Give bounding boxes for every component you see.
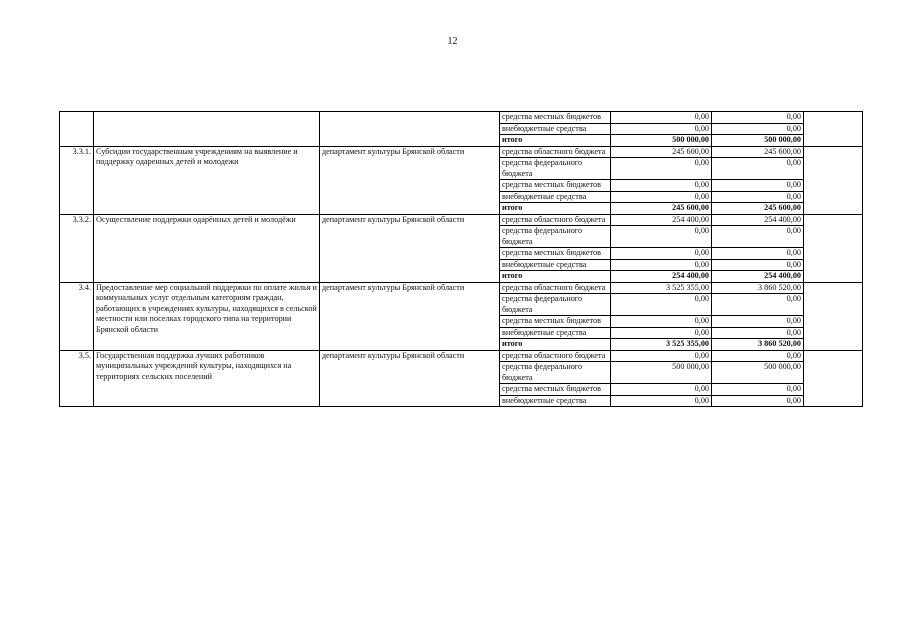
amount-cell-1: 254 400,00 xyxy=(611,271,712,283)
funding-source-cell: внебюджетные средства xyxy=(500,123,611,135)
amount-cell-2: 0,00 xyxy=(712,180,804,192)
amount-cell-2: 3 860 520,00 xyxy=(712,282,804,294)
funding-source-cell: средства местных бюджетов xyxy=(500,316,611,328)
amount-cell-1: 0,00 xyxy=(611,180,712,192)
index-cell: 3.3.2. xyxy=(60,214,94,282)
funding-source-cell: итого xyxy=(500,203,611,215)
amount-cell-1: 0,00 xyxy=(611,395,712,407)
amount-cell-1: 0,00 xyxy=(611,316,712,328)
amount-cell-2: 0,00 xyxy=(712,112,804,124)
extra-cell xyxy=(804,282,863,350)
amount-cell-2: 0,00 xyxy=(712,327,804,339)
executor-cell: департамент культуры Брянской области xyxy=(320,282,500,350)
table-row xyxy=(60,350,863,362)
amount-cell-1: 245 600,00 xyxy=(611,146,712,158)
extra-cell xyxy=(804,214,863,282)
amount-cell-2: 500 000,00 xyxy=(712,135,804,147)
extra-cell xyxy=(804,350,863,407)
table-row xyxy=(60,214,863,226)
amount-cell-2: 0,00 xyxy=(712,248,804,260)
funding-source-cell: итого xyxy=(500,339,611,351)
table-row xyxy=(60,146,863,158)
extra-cell xyxy=(804,112,863,147)
table-row xyxy=(60,112,863,124)
table-row xyxy=(60,282,863,294)
executor-cell: департамент культуры Брянской области xyxy=(320,350,500,407)
amount-cell-1: 0,00 xyxy=(611,384,712,396)
amount-cell-1: 0,00 xyxy=(611,112,712,124)
funding-source-cell: средства областного бюджета xyxy=(500,282,611,294)
amount-cell-1: 500 000,00 xyxy=(611,362,712,384)
funding-source-cell: внебюджетные средства xyxy=(500,191,611,203)
amount-cell-2: 0,00 xyxy=(712,191,804,203)
funding-source-cell: средства федерального бюджета xyxy=(500,294,611,316)
index-cell xyxy=(60,112,94,147)
amount-cell-1: 0,00 xyxy=(611,327,712,339)
amount-cell-1: 0,00 xyxy=(611,158,712,180)
measure-name-cell: Государственная поддержка лучших работников муниципальных учреждений культуры, находящихся на территориях сельских поселений xyxy=(94,350,320,407)
amount-cell-2: 0,00 xyxy=(712,226,804,248)
amount-cell-2: 0,00 xyxy=(712,350,804,362)
executor-cell: департамент культуры Брянской области xyxy=(320,146,500,214)
amount-cell-1: 245 600,00 xyxy=(611,203,712,215)
amount-cell-1: 0,00 xyxy=(611,123,712,135)
measure-name-cell: Осуществление поддержки одарённых детей и молодёжи xyxy=(94,214,320,282)
funding-source-cell: средства местных бюджетов xyxy=(500,384,611,396)
funding-source-cell: средства местных бюджетов xyxy=(500,112,611,124)
funding-source-cell: внебюджетные средства xyxy=(500,395,611,407)
amount-cell-2: 245 600,00 xyxy=(712,203,804,215)
measure-name-cell xyxy=(94,112,320,147)
amount-cell-1: 0,00 xyxy=(611,294,712,316)
funding-source-cell: внебюджетные средства xyxy=(500,327,611,339)
amount-cell-2: 0,00 xyxy=(712,395,804,407)
funding-source-cell: средства областного бюджета xyxy=(500,146,611,158)
amount-cell-2: 0,00 xyxy=(712,123,804,135)
amount-cell-2: 0,00 xyxy=(712,294,804,316)
extra-cell xyxy=(804,146,863,214)
amount-cell-1: 0,00 xyxy=(611,191,712,203)
funding-source-cell: средства областного бюджета xyxy=(500,350,611,362)
amount-cell-1: 3 525 355,00 xyxy=(611,339,712,351)
funding-source-cell: средства федерального бюджета xyxy=(500,226,611,248)
index-cell: 3.3.1. xyxy=(60,146,94,214)
amount-cell-2: 0,00 xyxy=(712,384,804,396)
amount-cell-2: 254 400,00 xyxy=(712,214,804,226)
measure-name-cell: Предоставление мер социальной поддержки по оплате жилья и коммунальных услуг отдельным категориям граждан, работающих в учреждениях культуры, находящихся в сельской местности или поселках городского типа на территории Брянской области xyxy=(94,282,320,350)
amount-cell-1: 0,00 xyxy=(611,259,712,271)
amount-cell-2: 3 860 520,00 xyxy=(712,339,804,351)
amount-cell-2: 254 400,00 xyxy=(712,271,804,283)
funding-source-cell: итого xyxy=(500,135,611,147)
index-cell: 3.4. xyxy=(60,282,94,350)
funding-source-cell: средства областного бюджета xyxy=(500,214,611,226)
executor-cell xyxy=(320,112,500,147)
amount-cell-1: 3 525 355,00 xyxy=(611,282,712,294)
page-number: 12 xyxy=(447,36,458,47)
budget-table xyxy=(59,111,863,407)
amount-cell-1: 254 400,00 xyxy=(611,214,712,226)
funding-source-cell: итого xyxy=(500,271,611,283)
amount-cell-2: 245 600,00 xyxy=(712,146,804,158)
amount-cell-1: 0,00 xyxy=(611,226,712,248)
funding-source-cell: средства местных бюджетов xyxy=(500,248,611,260)
amount-cell-2: 0,00 xyxy=(712,259,804,271)
amount-cell-1: 500 000,00 xyxy=(611,135,712,147)
executor-cell: департамент культуры Брянской области xyxy=(320,214,500,282)
funding-source-cell: средства федерального бюджета xyxy=(500,362,611,384)
funding-source-cell: средства федерального бюджета xyxy=(500,158,611,180)
measure-name-cell: Субсидии государственным учреждениям на выявление и поддержку одаренных детей и молодежи xyxy=(94,146,320,214)
amount-cell-1: 0,00 xyxy=(611,248,712,260)
amount-cell-2: 0,00 xyxy=(712,316,804,328)
funding-source-cell: средства местных бюджетов xyxy=(500,180,611,192)
amount-cell-2: 500 000,00 xyxy=(712,362,804,384)
funding-source-cell: внебюджетные средства xyxy=(500,259,611,271)
index-cell: 3.5. xyxy=(60,350,94,407)
amount-cell-2: 0,00 xyxy=(712,158,804,180)
amount-cell-1: 0,00 xyxy=(611,350,712,362)
